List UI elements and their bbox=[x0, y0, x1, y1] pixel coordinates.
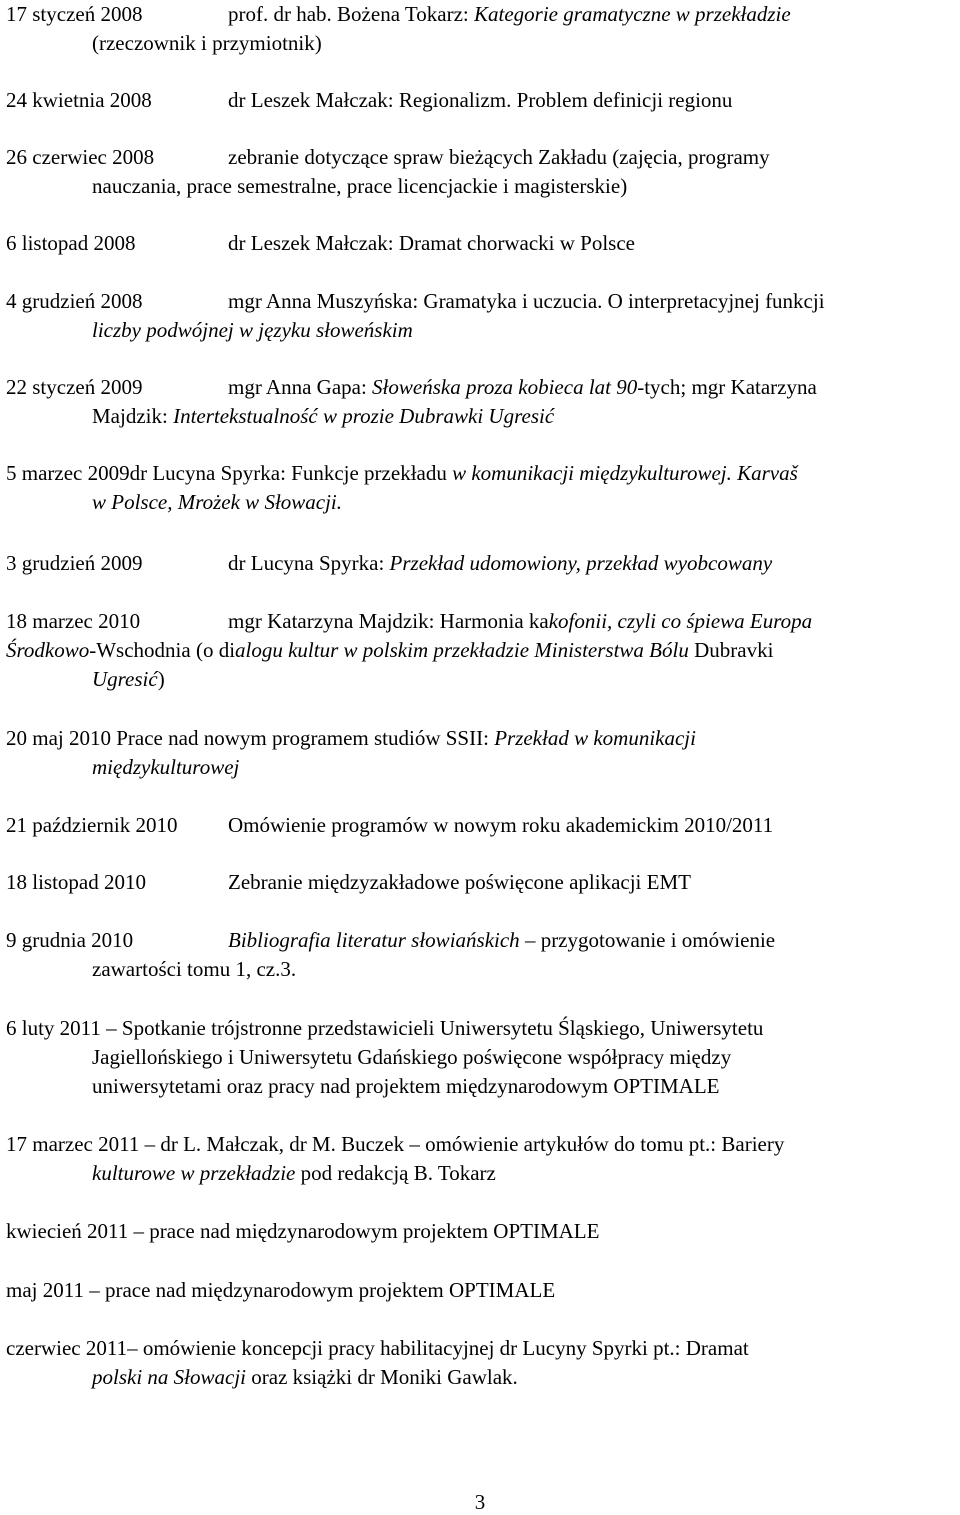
italic-run: w komunikacji międzykulturowej. Karvaš bbox=[452, 461, 798, 485]
text-run: (rzeczownik i przymiotnik) bbox=[92, 31, 322, 55]
entry bbox=[6, 86, 956, 115]
italic-run: Kategorie gramatyczne w przekładzie bbox=[473, 2, 791, 26]
italic-run: polski na Słowacji bbox=[92, 1365, 246, 1389]
text-run: 6 listopad 2008 bbox=[6, 231, 136, 255]
text-run: 18 listopad 2010 bbox=[6, 870, 146, 894]
italic-run: Przekład w komunikacji bbox=[494, 726, 696, 750]
entry-text bbox=[228, 811, 773, 840]
entry-text bbox=[228, 86, 732, 115]
entry-text-continuation bbox=[92, 1363, 518, 1392]
entry-text bbox=[228, 287, 825, 316]
text-run: Dubravki bbox=[688, 638, 774, 662]
text-line bbox=[6, 665, 956, 694]
entry-text bbox=[6, 724, 696, 753]
entry-text-continuation bbox=[6, 636, 773, 665]
text-run: Omówienie programów w nowym roku akademickim 2010/2011 bbox=[228, 813, 774, 837]
text-line bbox=[6, 868, 956, 897]
italic-run: alogu kultur w polskim przekładzie Ministerstwa Bólu bbox=[235, 638, 689, 662]
text-run: kwiecień 2011 – prace nad międzynarodowym projektem OPTIMALE bbox=[6, 1219, 600, 1243]
entry bbox=[6, 607, 956, 694]
text-run: mgr Anna Gapa: bbox=[228, 375, 373, 399]
italic-run: Środkowo bbox=[6, 638, 90, 662]
entry bbox=[6, 549, 956, 578]
entry-date bbox=[6, 868, 146, 897]
text-run: Zebranie międzyzakładowe poświęcone aplikacji EMT bbox=[228, 870, 691, 894]
text-line bbox=[6, 316, 956, 345]
text-run: dr Leszek Małczak: Dramat chorwacki w Polsce bbox=[228, 231, 635, 255]
text-line bbox=[6, 172, 956, 201]
entry-text bbox=[228, 607, 812, 636]
text-run: maj 2011 – prace nad międzynarodowym projektem OPTIMALE bbox=[6, 1278, 556, 1302]
entry-text bbox=[228, 926, 775, 955]
text-line bbox=[6, 0, 956, 29]
entry-date bbox=[6, 607, 140, 636]
entry-text bbox=[6, 1130, 784, 1159]
text-line bbox=[6, 1217, 956, 1246]
text-run: zawartości tomu 1, cz.3. bbox=[92, 957, 297, 981]
entry-date bbox=[6, 86, 152, 115]
text-run: Jagiellońskiego i Uniwersytetu Gdańskiego poświęcone współpracy między bbox=[92, 1045, 732, 1069]
text-run: ) bbox=[157, 667, 165, 691]
text-run: zebranie dotyczące spraw bieżących Zakładu (zajęcia, programy bbox=[228, 145, 770, 169]
text-run: 17 styczeń 2008 bbox=[6, 2, 143, 26]
text-run: dr Leszek Małczak: Regionalizm. Problem definicji regionu bbox=[228, 88, 733, 112]
text-line bbox=[6, 1159, 956, 1188]
text-run: 17 marzec 2011 – dr L. Małczak, dr M. Buczek – omówienie artykułów do tomu pt.: Bariery bbox=[6, 1132, 785, 1156]
text-run: Majdzik: bbox=[92, 404, 174, 428]
entry-text-continuation bbox=[92, 753, 239, 782]
text-line bbox=[6, 1072, 956, 1101]
text-line bbox=[6, 488, 956, 517]
text-run: uniwersytetami oraz pracy nad projektem międzynarodowym OPTIMALE bbox=[92, 1074, 720, 1098]
entry-text-continuation bbox=[92, 1159, 496, 1188]
text-line bbox=[6, 1014, 956, 1043]
entry-text-continuation bbox=[92, 172, 627, 201]
entry bbox=[6, 229, 956, 258]
text-run: oraz książki dr Moniki Gawlak. bbox=[246, 1365, 518, 1389]
italic-run: Przekład udomowiony, przekład wyobcowany bbox=[389, 551, 773, 575]
text-line bbox=[6, 724, 956, 753]
text-line bbox=[6, 636, 956, 665]
entry-date bbox=[6, 811, 177, 840]
text-line bbox=[6, 753, 956, 782]
entry bbox=[6, 724, 956, 782]
text-line bbox=[6, 607, 956, 636]
text-run: prof. dr hab. Bożena Tokarz: bbox=[228, 2, 474, 26]
entry-text-continuation bbox=[92, 29, 322, 58]
text-run: mgr Katarzyna Majdzik: Harmonia ka bbox=[228, 609, 549, 633]
text-run: -tych; mgr Katarzyna bbox=[637, 375, 817, 399]
entry bbox=[6, 926, 956, 984]
entry bbox=[6, 1276, 956, 1305]
entry bbox=[6, 287, 956, 345]
text-line bbox=[6, 926, 956, 955]
text-run: 21 październik 2010 bbox=[6, 813, 178, 837]
text-run: 22 styczeń 2009 bbox=[6, 375, 143, 399]
italic-run: kulturowe w przekładzie bbox=[92, 1161, 296, 1185]
entry bbox=[6, 0, 956, 58]
entry-text bbox=[228, 549, 772, 578]
text-line bbox=[6, 86, 956, 115]
entry bbox=[6, 373, 956, 431]
italic-run: w Polsce, Mrożek w Słowacji. bbox=[92, 490, 343, 514]
entry-date bbox=[6, 373, 142, 402]
text-line bbox=[6, 1130, 956, 1159]
text-run: -Wschodnia (o di bbox=[89, 638, 236, 662]
entry bbox=[6, 811, 956, 840]
text-line bbox=[6, 229, 956, 258]
entry-text bbox=[228, 143, 770, 172]
entry bbox=[6, 143, 956, 201]
text-line bbox=[6, 402, 956, 431]
text-run: pod redakcją B. Tokarz bbox=[295, 1161, 496, 1185]
entry-text bbox=[6, 1217, 599, 1246]
entry-text-continuation bbox=[92, 316, 413, 345]
entry-text bbox=[6, 1334, 749, 1363]
entry-text-continuation bbox=[92, 402, 554, 431]
text-run: 9 grudnia 2010 bbox=[6, 928, 134, 952]
entry-date bbox=[6, 229, 136, 258]
entry-date bbox=[6, 0, 142, 29]
entry bbox=[6, 1217, 956, 1246]
text-line bbox=[6, 1363, 956, 1392]
entry-text bbox=[228, 868, 691, 897]
text-line bbox=[6, 287, 956, 316]
entry-text-continuation bbox=[92, 1072, 719, 1101]
entry bbox=[6, 1130, 956, 1188]
entry-text bbox=[6, 459, 798, 488]
entry-text bbox=[228, 373, 817, 402]
entry-text bbox=[228, 0, 791, 29]
italic-run: Słoweńska proza kobieca lat 90 bbox=[372, 375, 638, 399]
entry bbox=[6, 868, 956, 897]
entry-text-continuation bbox=[92, 955, 296, 984]
italic-run: międzykulturowej bbox=[92, 755, 240, 779]
entry-date bbox=[6, 549, 142, 578]
text-run: mgr Anna Muszyńska: Gramatyka i uczucia. O interpretacyjnej funkcji bbox=[228, 289, 825, 313]
text-run: – przygotowanie i omówienie bbox=[519, 928, 776, 952]
entry-text bbox=[228, 229, 635, 258]
text-line bbox=[6, 143, 956, 172]
text-run: czerwiec 2011– omówienie koncepcji pracy habilitacyjnej dr Lucyny Spyrki pt.: Dramat bbox=[6, 1336, 749, 1360]
text-line bbox=[6, 1276, 956, 1305]
italic-run: Ugresić bbox=[92, 667, 158, 691]
text-run: 4 grudzień 2008 bbox=[6, 289, 143, 313]
text-run: 24 kwietnia 2008 bbox=[6, 88, 152, 112]
text-line bbox=[6, 459, 956, 488]
text-run: 18 marzec 2010 bbox=[6, 609, 141, 633]
italic-run: liczby podwójnej w języku słoweńskim bbox=[92, 318, 413, 342]
text-run: 3 grudzień 2009 bbox=[6, 551, 143, 575]
text-run: 5 marzec 2009dr Lucyna Spyrka: Funkcje przekładu bbox=[6, 461, 453, 485]
page-number: 3 bbox=[474, 1490, 486, 1514]
entry bbox=[6, 1334, 956, 1392]
text-line bbox=[6, 1334, 956, 1363]
text-line bbox=[6, 373, 956, 402]
text-run: 6 luty 2011 – Spotkanie trójstronne przedstawicieli Uniwersytetu Śląskiego, Uniwersytetu bbox=[6, 1016, 764, 1040]
entry-text bbox=[6, 1276, 555, 1305]
entry-text-continuation bbox=[92, 488, 342, 517]
text-line bbox=[6, 549, 956, 578]
entry-date bbox=[6, 926, 133, 955]
text-line bbox=[6, 1043, 956, 1072]
text-line bbox=[6, 811, 956, 840]
entry-text-continuation bbox=[92, 1043, 731, 1072]
italic-run: kofonii, czyli co śpiewa Europa bbox=[548, 609, 813, 633]
entry-date bbox=[6, 143, 154, 172]
text-line bbox=[6, 955, 956, 984]
entry bbox=[6, 459, 956, 517]
text-run: 26 czerwiec 2008 bbox=[6, 145, 155, 169]
text-run: dr Lucyna Spyrka: bbox=[228, 551, 390, 575]
entry bbox=[6, 1014, 956, 1101]
text-run: nauczania, prace semestralne, prace licencjackie i magisterskie) bbox=[92, 174, 628, 198]
entry-text-continuation bbox=[92, 665, 165, 694]
text-line bbox=[6, 29, 956, 58]
italic-run: Intertekstualność w prozie Dubrawki Ugresić bbox=[173, 404, 555, 428]
entry-text bbox=[6, 1014, 763, 1043]
text-run: 20 maj 2010 Prace nad nowym programem studiów SSII: bbox=[6, 726, 495, 750]
italic-run: Bibliografia literatur słowiańskich bbox=[228, 928, 520, 952]
entry-date bbox=[6, 287, 142, 316]
